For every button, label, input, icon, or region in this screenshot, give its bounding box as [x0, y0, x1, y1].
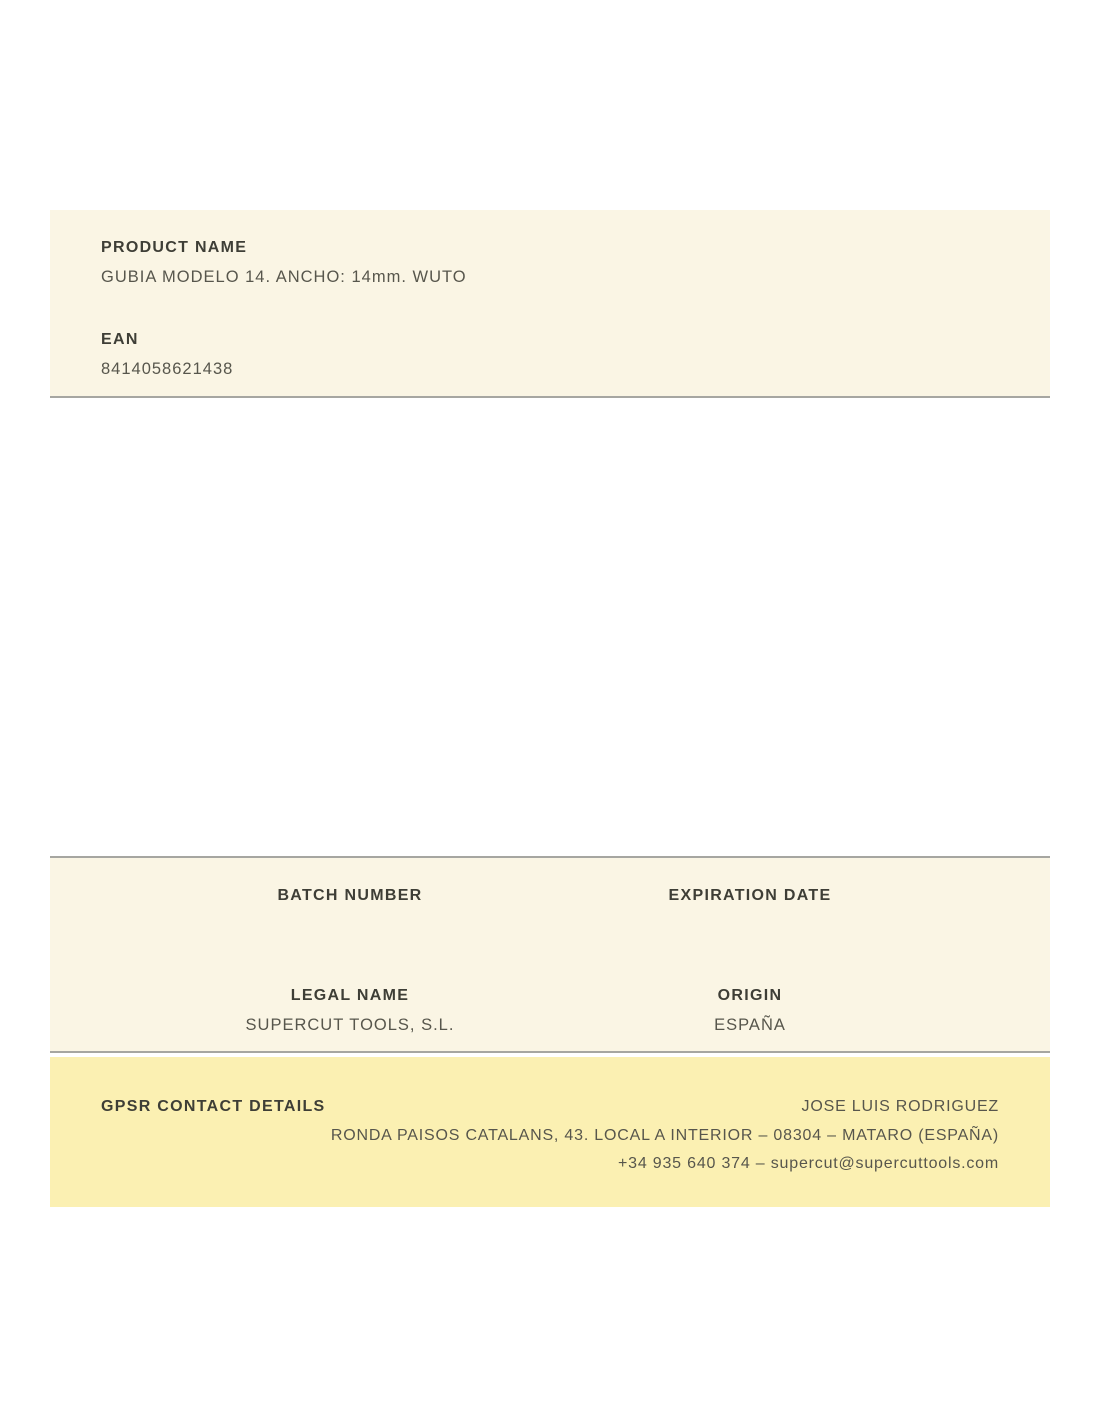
batch-expiration-row	[150, 886, 950, 936]
gpsr-section	[50, 1057, 1050, 1207]
legal-name-value: SUPERCUT TOOLS, S.L.	[245, 1016, 455, 1034]
batch-number-label: BATCH NUMBER	[277, 887, 423, 904]
expiration-date-label: EXPIRATION DATE	[668, 887, 832, 904]
gpsr-row	[101, 1093, 999, 1179]
ean-label: EAN	[101, 331, 139, 348]
expiration-date-value	[550, 914, 950, 936]
gpsr-contact-block	[331, 1093, 999, 1179]
gpsr-heading: GPSR CONTACT DETAILS	[101, 1098, 326, 1115]
product-name-label: PRODUCT NAME	[101, 239, 248, 256]
expiration-date-field	[550, 886, 950, 936]
ean-value: 8414058621438	[101, 360, 234, 378]
gpsr-contact-address: RONDA PAISOS CATALANS, 43. LOCAL A INTERIOR – 08304 – MATARO (ESPAÑA)	[330, 1126, 999, 1144]
batch-number-value	[150, 914, 550, 936]
gpsr-contact-phone-email: +34 935 640 374 – supercut@supercuttools.com	[618, 1155, 999, 1172]
product-name-field	[101, 238, 999, 288]
batch-number-field	[150, 886, 550, 936]
origin-value: ESPAÑA	[714, 1016, 786, 1034]
legal-origin-row	[150, 986, 950, 1036]
batch-section	[50, 856, 1050, 1053]
legal-name-field	[150, 986, 550, 1036]
legal-name-label: LEGAL NAME	[290, 987, 410, 1004]
origin-label: ORIGIN	[717, 987, 783, 1004]
origin-field	[550, 986, 950, 1036]
product-section	[50, 210, 1050, 398]
product-name-value: GUBIA MODELO 14. ANCHO: 14mm. WUTO	[101, 268, 467, 286]
gpsr-contact-name: JOSE LUIS RODRIGUEZ	[801, 1098, 999, 1115]
ean-field	[101, 330, 999, 380]
